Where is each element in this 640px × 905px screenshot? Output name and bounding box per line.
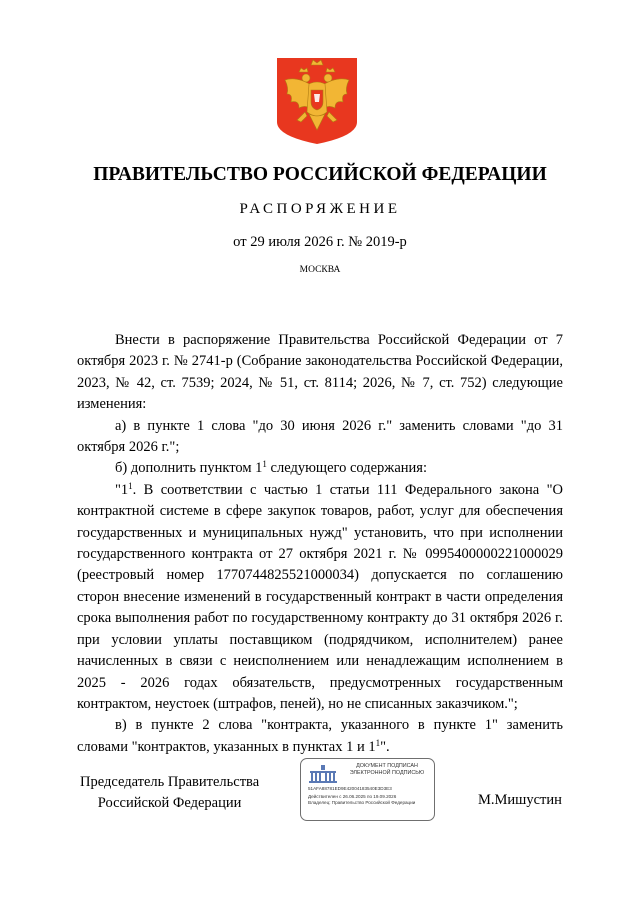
stamp-owner: Владелец: Правительство Российской Федерации [308, 800, 416, 805]
building-icon [308, 764, 338, 784]
text-segment: б) дополнить пунктом 1 [115, 460, 263, 477]
paragraph-item-c [77, 715, 563, 758]
document-type: РАСПОРЯЖЕНИЕ [239, 201, 401, 217]
document-date-number: от 29 июля 2026 г. № 2019-р [233, 234, 407, 250]
paragraph-intro: Внести в распоряжение Правительства Российской Федерации от 7 октября 2023 г. № 2741-р (Собрание законодательства Российской Федерации, 2023, № 42, ст. 7539; 2024, № 51, ст. 8114; 2026, № 7, ст. 752) следующие изменения: [77, 332, 563, 413]
stamp-certificate: 51AFA88781ED9E42004183540E3D3E3 [308, 786, 392, 791]
document-city: МОСКВА [299, 265, 341, 275]
text-segment: в) в пункте 2 слова "контракта, указанного в пункте 1" заменить словами "контрактов, указанных в пунктах 1 и 1 [77, 717, 563, 755]
order-body [77, 330, 563, 758]
paragraph-item-a: а) в пункте 1 слова "до 30 июня 2026 г." заменить словами "до 31 октября 2026 г."; [77, 417, 563, 456]
text-segment: следующего содержания: [266, 460, 427, 477]
signer-name: М.Мишустин [478, 792, 562, 808]
stamp-title-line2: ЭЛЕКТРОННОЙ ПОДПИСЬЮ [349, 770, 425, 776]
text-segment: . В соответствии с частью 1 статьи 111 Федерального закона "О контрактной системе в сфере закупок товаров, работ, услуг для обеспечения государственных и муниципальных нужд" установить, что при исполнении государственного контракта от 27 октября 2021 г. № 0995400000221000029 (реестровый номер 1770744825521000034) допускается по соглашению сторон внесение изменений в государственный контракт в части определения срока выполнения работ по государственному контракту до 31 октября 2026 г. при условии уплаты поставщиком (подрядчиком, исполнителем) ранее начисленных в связи с неисполнением или ненадлежащим исполнением в 2025 - 2026 годах обязательств, предусмотренных государственным контрактом, неустоек (штрафов, пеней), но не списанных заказчиком."; [77, 481, 563, 712]
signer-position-line1: Председатель Правительства [80, 774, 260, 790]
stamp-title [341, 763, 433, 777]
stamp-title-line1: ДОКУМЕНТ ПОДПИСАН [356, 763, 418, 769]
signer-position-line2: Российской Федерации [97, 795, 242, 811]
electronic-signature-stamp [300, 758, 435, 821]
government-title: ПРАВИТЕЛЬСТВО РОССИЙСКОЙ ФЕДЕРАЦИИ [93, 164, 547, 185]
stamp-validity: Действителен с 26.06.2025 по 19.09.2026 [308, 794, 397, 799]
paragraph-new-point [77, 480, 563, 715]
signer-position [80, 772, 259, 814]
text-segment: ". [380, 738, 390, 755]
superscript: 1 [128, 480, 133, 491]
text-segment: "1 [115, 481, 129, 498]
paragraph-item-b [77, 458, 563, 479]
coat-of-arms-icon [275, 56, 359, 146]
superscript: 1 [375, 737, 381, 748]
superscript: 1 [262, 459, 267, 470]
